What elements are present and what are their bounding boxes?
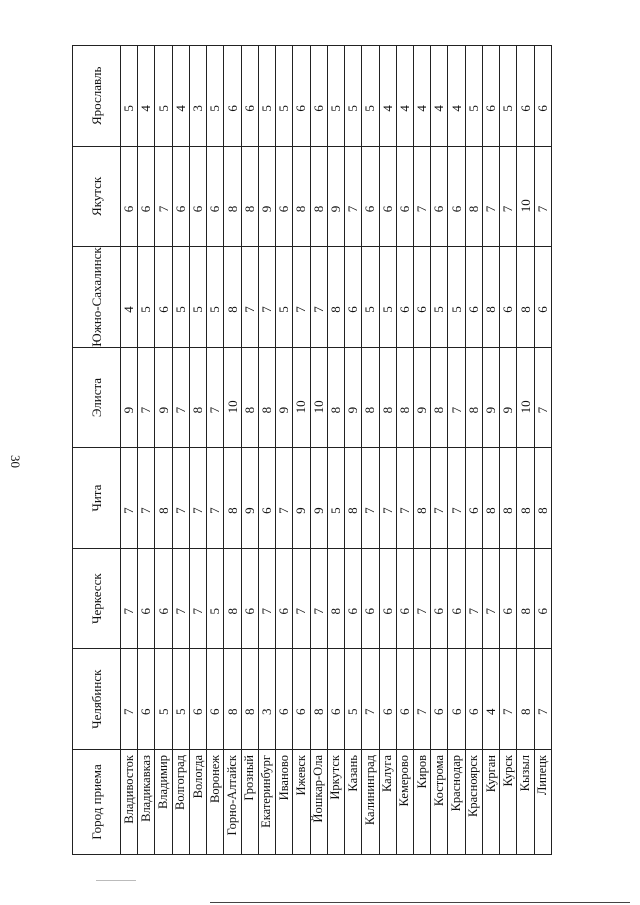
value-cell: 6: [534, 46, 551, 147]
value-cell: 5: [276, 46, 293, 147]
value-cell: 8: [224, 448, 241, 549]
value-cell: 5: [207, 247, 224, 348]
city-name-cell: Липецк: [534, 750, 551, 855]
value-cell: 9: [500, 347, 517, 448]
city-name-cell: Иркутск: [327, 750, 344, 855]
value-cell: 6: [293, 649, 310, 750]
value-cell: 6: [517, 46, 534, 147]
value-cell: 6: [189, 649, 206, 750]
value-cell: 6: [465, 448, 482, 549]
value-cell: 5: [345, 649, 362, 750]
value-cell: 8: [482, 247, 499, 348]
value-cell: 5: [465, 46, 482, 147]
value-cell: 7: [172, 347, 189, 448]
value-cell: 7: [534, 649, 551, 750]
value-cell: 8: [258, 347, 275, 448]
value-cell: 9: [310, 448, 327, 549]
value-cell: 7: [362, 448, 379, 549]
value-cell: 6: [396, 649, 413, 750]
value-cell: 8: [482, 448, 499, 549]
table-row: [465, 46, 482, 855]
value-cell: 8: [224, 649, 241, 750]
value-cell: 5: [327, 448, 344, 549]
value-cell: 7: [362, 649, 379, 750]
value-cell: 10: [293, 347, 310, 448]
value-cell: 7: [431, 448, 448, 549]
city-name-cell: Кемерово: [396, 750, 413, 855]
header-cell: Черкесск: [73, 548, 121, 649]
value-cell: 5: [431, 247, 448, 348]
value-cell: 6: [345, 247, 362, 348]
value-cell: 8: [362, 347, 379, 448]
value-cell: 7: [500, 146, 517, 247]
value-cell: 7: [189, 448, 206, 549]
value-cell: 7: [172, 448, 189, 549]
city-name-cell: Краснодар: [448, 750, 465, 855]
value-cell: 5: [155, 46, 172, 147]
city-name-cell: Владивосток: [121, 750, 138, 855]
value-cell: 8: [379, 347, 396, 448]
page-number: 30: [8, 455, 23, 468]
table-row: [534, 46, 551, 855]
value-cell: 4: [482, 649, 499, 750]
table-row: [396, 46, 413, 855]
value-cell: 6: [534, 548, 551, 649]
rotated-table-container: [72, 45, 552, 855]
value-cell: 4: [172, 46, 189, 147]
value-cell: 6: [379, 649, 396, 750]
value-cell: 8: [345, 448, 362, 549]
table-row: [155, 46, 172, 855]
value-cell: 6: [431, 548, 448, 649]
value-cell: 6: [448, 548, 465, 649]
city-name-cell: Владикавказ: [138, 750, 155, 855]
value-cell: 6: [276, 548, 293, 649]
city-name-cell: Горно-Алтайск: [224, 750, 241, 855]
value-cell: 8: [517, 548, 534, 649]
value-cell: 6: [396, 548, 413, 649]
value-cell: 7: [465, 548, 482, 649]
value-cell: 6: [362, 548, 379, 649]
value-cell: 8: [465, 146, 482, 247]
header-cell: Элиста: [73, 347, 121, 448]
table-row: [362, 46, 379, 855]
value-cell: 8: [189, 347, 206, 448]
value-cell: 7: [482, 146, 499, 247]
value-cell: 5: [448, 247, 465, 348]
value-cell: 4: [138, 46, 155, 147]
value-cell: 6: [431, 649, 448, 750]
table-row: [379, 46, 396, 855]
value-cell: 6: [276, 146, 293, 247]
table-row: [258, 46, 275, 855]
value-cell: 6: [345, 548, 362, 649]
value-cell: 6: [189, 146, 206, 247]
value-cell: 8: [224, 548, 241, 649]
city-name-cell: Ижевск: [293, 750, 310, 855]
value-cell: 6: [138, 649, 155, 750]
value-cell: 7: [396, 448, 413, 549]
value-cell: 9: [293, 448, 310, 549]
city-name-cell: Иваново: [276, 750, 293, 855]
value-cell: 7: [207, 448, 224, 549]
value-cell: 8: [241, 649, 258, 750]
value-cell: 5: [379, 247, 396, 348]
value-cell: 8: [293, 146, 310, 247]
value-cell: 7: [121, 649, 138, 750]
value-cell: 6: [155, 247, 172, 348]
value-cell: 10: [517, 146, 534, 247]
value-cell: 6: [379, 548, 396, 649]
value-cell: 10: [224, 347, 241, 448]
value-cell: 4: [448, 46, 465, 147]
value-cell: 5: [207, 548, 224, 649]
table-row: [448, 46, 465, 855]
value-cell: 5: [189, 247, 206, 348]
value-cell: 3: [189, 46, 206, 147]
table-row: [276, 46, 293, 855]
value-cell: 8: [241, 146, 258, 247]
table-row: [241, 46, 258, 855]
value-cell: 6: [207, 649, 224, 750]
header-cell: Ярославль: [73, 46, 121, 147]
value-cell: 7: [500, 649, 517, 750]
value-cell: 4: [431, 46, 448, 147]
value-cell: 9: [241, 448, 258, 549]
value-cell: 6: [413, 247, 430, 348]
value-cell: 7: [172, 548, 189, 649]
table-row: [172, 46, 189, 855]
value-cell: 6: [155, 548, 172, 649]
value-cell: 6: [396, 146, 413, 247]
header-cell: Чита: [73, 448, 121, 549]
city-name-cell: Курган: [482, 750, 499, 855]
table-row: [482, 46, 499, 855]
value-cell: 7: [534, 146, 551, 247]
table-row: [310, 46, 327, 855]
value-cell: 6: [138, 548, 155, 649]
table-row: [500, 46, 517, 855]
value-cell: 9: [258, 146, 275, 247]
city-name-cell: Волгоград: [172, 750, 189, 855]
value-cell: 9: [121, 347, 138, 448]
value-cell: 4: [396, 46, 413, 147]
city-name-cell: Киров: [413, 750, 430, 855]
value-cell: 7: [293, 247, 310, 348]
value-cell: 7: [413, 649, 430, 750]
value-cell: 7: [138, 347, 155, 448]
city-name-cell: Калининград: [362, 750, 379, 855]
value-cell: 6: [465, 649, 482, 750]
value-cell: 8: [431, 347, 448, 448]
value-cell: 6: [362, 146, 379, 247]
city-name-cell: Казань: [345, 750, 362, 855]
value-cell: 5: [362, 247, 379, 348]
header-cell: Южно-Сахалинск: [73, 247, 121, 348]
value-cell: 7: [155, 146, 172, 247]
city-name-cell: Грозный: [241, 750, 258, 855]
value-cell: 8: [241, 347, 258, 448]
value-cell: 8: [310, 146, 327, 247]
value-cell: 8: [413, 448, 430, 549]
value-cell: 7: [379, 448, 396, 549]
value-cell: 10: [517, 347, 534, 448]
table-row: [517, 46, 534, 855]
value-cell: 7: [413, 146, 430, 247]
value-cell: 7: [121, 448, 138, 549]
city-name-cell: Калуга: [379, 750, 396, 855]
value-cell: 6: [500, 548, 517, 649]
table-body: [121, 46, 552, 855]
value-cell: 8: [327, 347, 344, 448]
value-cell: 7: [293, 548, 310, 649]
city-name-cell: Курск: [500, 750, 517, 855]
value-cell: 4: [379, 46, 396, 147]
distance-table: [72, 45, 552, 855]
value-cell: 6: [224, 46, 241, 147]
table-row: [121, 46, 138, 855]
value-cell: 7: [258, 548, 275, 649]
value-cell: 7: [121, 548, 138, 649]
header-cell: Челябинск: [73, 649, 121, 750]
value-cell: 8: [327, 548, 344, 649]
value-cell: 9: [413, 347, 430, 448]
value-cell: 3: [258, 649, 275, 750]
header-cell: Якутск: [73, 146, 121, 247]
value-cell: 6: [465, 247, 482, 348]
value-cell: 8: [517, 649, 534, 750]
city-name-cell: Кызыл: [517, 750, 534, 855]
value-cell: 7: [310, 548, 327, 649]
value-cell: 6: [138, 146, 155, 247]
value-cell: 8: [500, 448, 517, 549]
table-row: [431, 46, 448, 855]
value-cell: 7: [534, 347, 551, 448]
city-name-cell: Кострома: [431, 750, 448, 855]
city-name-cell: Йошкар-Ола: [310, 750, 327, 855]
value-cell: 7: [258, 247, 275, 348]
value-cell: 5: [258, 46, 275, 147]
value-cell: 7: [345, 146, 362, 247]
value-cell: 9: [276, 347, 293, 448]
value-cell: 6: [396, 247, 413, 348]
value-cell: 8: [534, 448, 551, 549]
city-name-cell: Екатеринбург: [258, 750, 275, 855]
value-cell: 5: [207, 46, 224, 147]
value-cell: 6: [276, 649, 293, 750]
table-row: [189, 46, 206, 855]
value-cell: 6: [121, 146, 138, 247]
value-cell: 8: [517, 247, 534, 348]
value-cell: 5: [155, 649, 172, 750]
table-row: [413, 46, 430, 855]
table-row: [138, 46, 155, 855]
value-cell: 6: [258, 448, 275, 549]
value-cell: 6: [431, 146, 448, 247]
value-cell: 6: [207, 146, 224, 247]
table-row: [293, 46, 310, 855]
value-cell: 4: [413, 46, 430, 147]
value-cell: 7: [241, 247, 258, 348]
value-cell: 9: [482, 347, 499, 448]
value-cell: 7: [310, 247, 327, 348]
value-cell: 5: [345, 46, 362, 147]
value-cell: 5: [172, 649, 189, 750]
table-row: [224, 46, 241, 855]
value-cell: 6: [241, 548, 258, 649]
value-cell: 7: [448, 448, 465, 549]
value-cell: 4: [121, 247, 138, 348]
value-cell: 10: [310, 347, 327, 448]
value-cell: 6: [379, 146, 396, 247]
value-cell: 5: [362, 46, 379, 147]
value-cell: 7: [448, 347, 465, 448]
value-cell: 6: [241, 46, 258, 147]
value-cell: 6: [448, 649, 465, 750]
value-cell: 5: [172, 247, 189, 348]
city-name-cell: Красноярск: [465, 750, 482, 855]
value-cell: 7: [138, 448, 155, 549]
value-cell: 7: [413, 548, 430, 649]
table-row: [345, 46, 362, 855]
value-cell: 8: [224, 247, 241, 348]
value-cell: 5: [500, 46, 517, 147]
value-cell: 6: [482, 46, 499, 147]
value-cell: 7: [276, 448, 293, 549]
value-cell: 8: [327, 247, 344, 348]
value-cell: 7: [207, 347, 224, 448]
value-cell: 8: [155, 448, 172, 549]
value-cell: 8: [465, 347, 482, 448]
table-row: [327, 46, 344, 855]
value-cell: 9: [327, 146, 344, 247]
value-cell: 6: [172, 146, 189, 247]
value-cell: 6: [448, 146, 465, 247]
value-cell: 7: [482, 548, 499, 649]
value-cell: 7: [189, 548, 206, 649]
table-header-row: [73, 46, 121, 855]
city-name-cell: Воронеж: [207, 750, 224, 855]
value-cell: 8: [224, 146, 241, 247]
header-cell: Город приема: [73, 750, 121, 855]
city-name-cell: Вологда: [189, 750, 206, 855]
scan-mark: [96, 880, 136, 881]
value-cell: 9: [345, 347, 362, 448]
value-cell: 9: [155, 347, 172, 448]
value-cell: 5: [327, 46, 344, 147]
value-cell: 8: [396, 347, 413, 448]
value-cell: 6: [293, 46, 310, 147]
value-cell: 5: [138, 247, 155, 348]
table-row: [207, 46, 224, 855]
value-cell: 5: [276, 247, 293, 348]
value-cell: 8: [517, 448, 534, 549]
value-cell: 6: [327, 649, 344, 750]
value-cell: 5: [121, 46, 138, 147]
value-cell: 6: [310, 46, 327, 147]
value-cell: 6: [500, 247, 517, 348]
city-name-cell: Владимир: [155, 750, 172, 855]
value-cell: 6: [534, 247, 551, 348]
value-cell: 8: [310, 649, 327, 750]
scan-edge-line: [210, 902, 630, 903]
